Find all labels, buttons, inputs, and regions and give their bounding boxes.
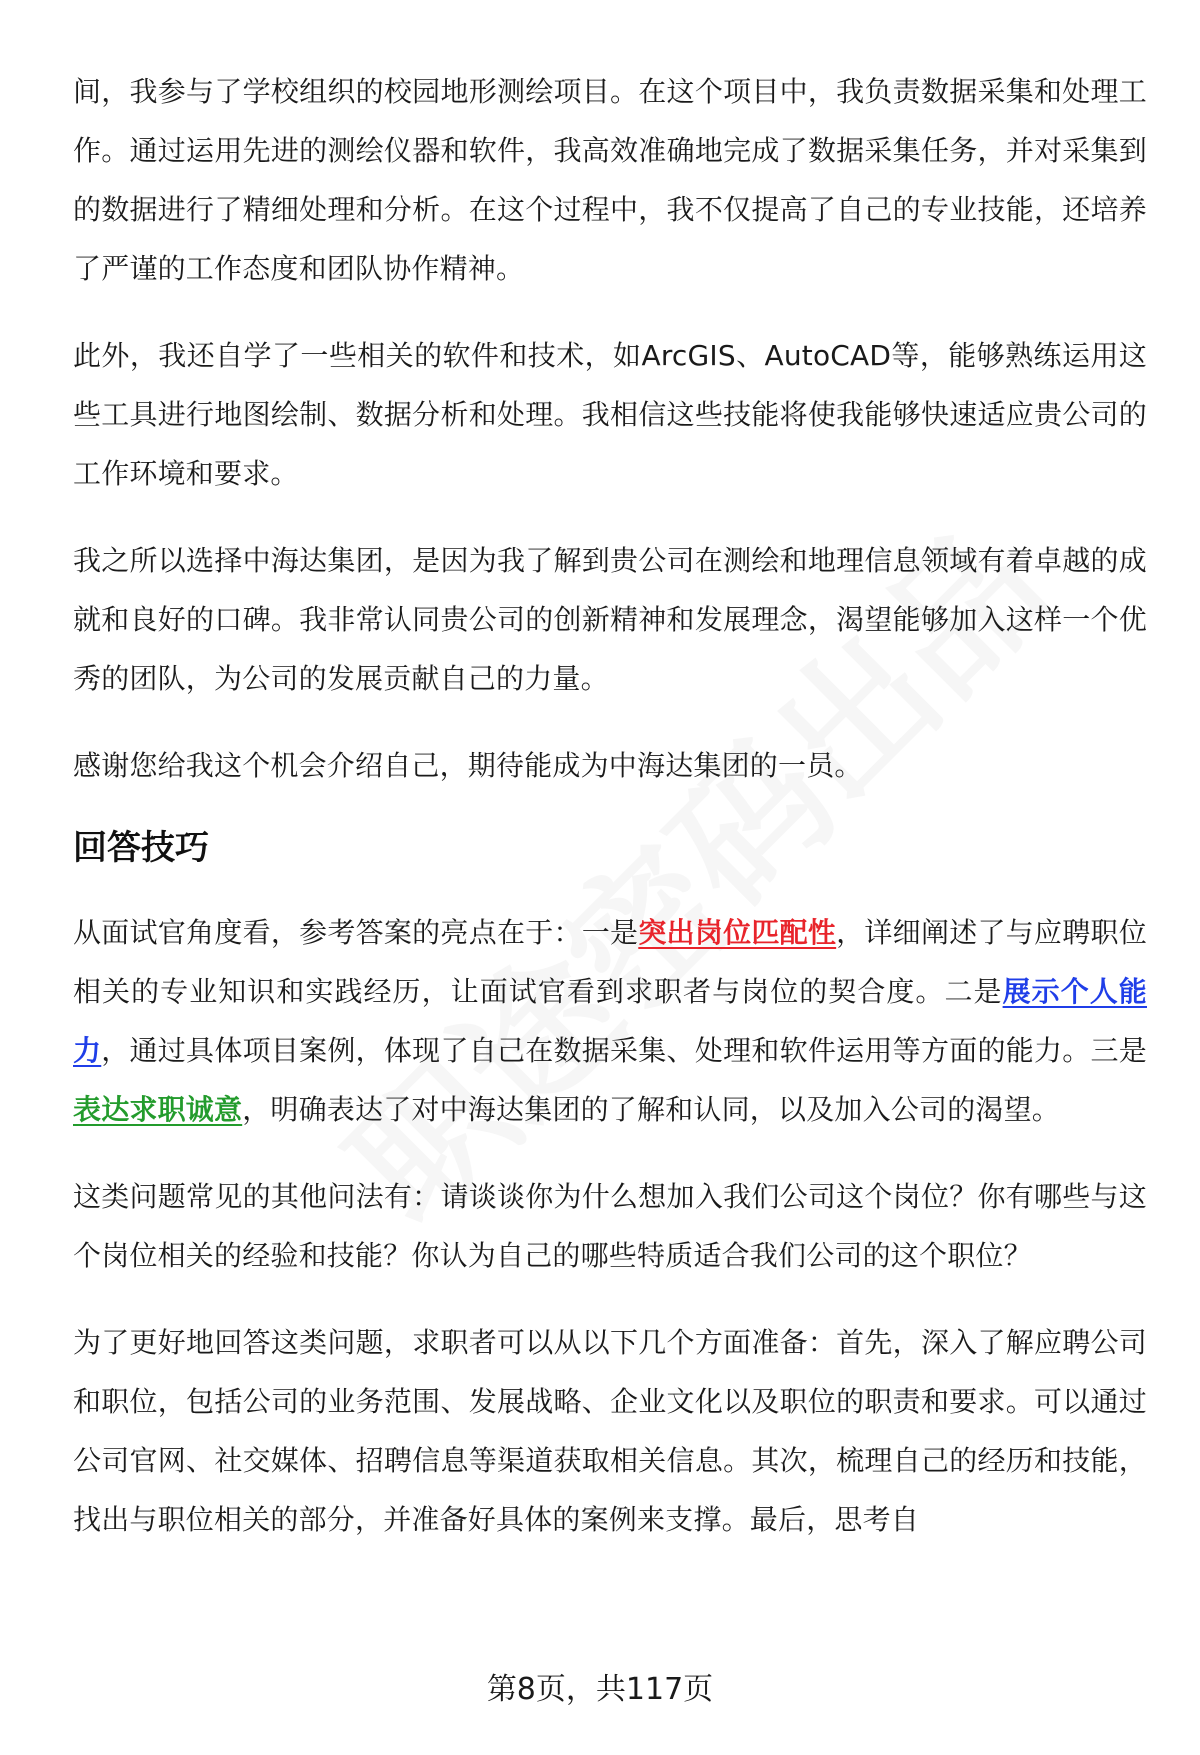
page-number: 第8页，共117页: [486, 1672, 714, 1707]
tip-text: ，明确表达了对中海达集团的了解和认同，以及加入公司的渴望。: [242, 1093, 1061, 1126]
tip-text: 从面试官角度看，参考答案的亮点在于：一是: [73, 916, 639, 949]
document-page: [73, 62, 1147, 1577]
tip-text: ，通过具体项目案例，体现了自己在数据采集、处理和软件运用等方面的能力。三是: [101, 1034, 1147, 1067]
highlight-sincerity: 表达求职诚意: [73, 1093, 243, 1126]
paragraph-preparation: 为了更好地回答这类问题，求职者可以从以下几个方面准备：首先，深入了解应聘公司和职位，包括公司的业务范围、发展战略、企业文化以及职位的职责和要求。可以通过公司官网、社交媒体、招聘信息等渠道获取相关信息。其次，梳理自己的经历和技能，找出与职位相关的部分，并准备好具体的案例来支撑。最后，思考自: [73, 1326, 1147, 1536]
highlight-job-match: 突出岗位匹配性: [638, 916, 837, 949]
paragraph-interviewer-view: [73, 903, 1147, 1139]
paragraph-company-reason: 我之所以选择中海达集团，是因为我了解到贵公司在测绘和地理信息领域有着卓越的成就和良好的口碑。我非常认同贵公司的创新精神和发展理念，渴望能够加入这样一个优秀的团队，为公司的发展贡献自己的力量。: [73, 544, 1147, 695]
paragraph-project-experience: 间，我参与了学校组织的校园地形测绘项目。在这个项目中，我负责数据采集和处理工作。通过运用先进的测绘仪器和软件，我高效准确地完成了数据采集任务，并对采集到的数据进行了精细处理和分析。在这个过程中，我不仅提高了自己的专业技能，还培养了严谨的工作态度和团队协作精神。: [73, 75, 1147, 285]
paragraph-thanks: 感谢您给我这个机会介绍自己，期待能成为中海达集团的一员。: [73, 749, 863, 782]
tip-text: ，详细阐述了与应聘职位相关的专业知识和实践经历，让面试官看到求职者与岗位的契合度。二是: [73, 916, 1147, 1008]
highlight-personal-ability: 展示个人能力: [73, 975, 1147, 1067]
section-heading-answer-tips: 回答技巧: [73, 828, 209, 868]
paragraph-software-skills: 此外，我还自学了一些相关的软件和技术，如ArcGIS、AutoCAD等，能够熟练运用这些工具进行地图绘制、数据分析和处理。我相信这些技能将使我能够快速适应贵公司的工作环境和要求。: [73, 339, 1147, 490]
paragraph-other-questions: 这类问题常见的其他问法有：请谈谈你为什么想加入我们公司这个岗位？你有哪些与这个岗位相关的经验和技能？你认为自己的哪些特质适合我们公司的这个职位？: [73, 1180, 1147, 1272]
